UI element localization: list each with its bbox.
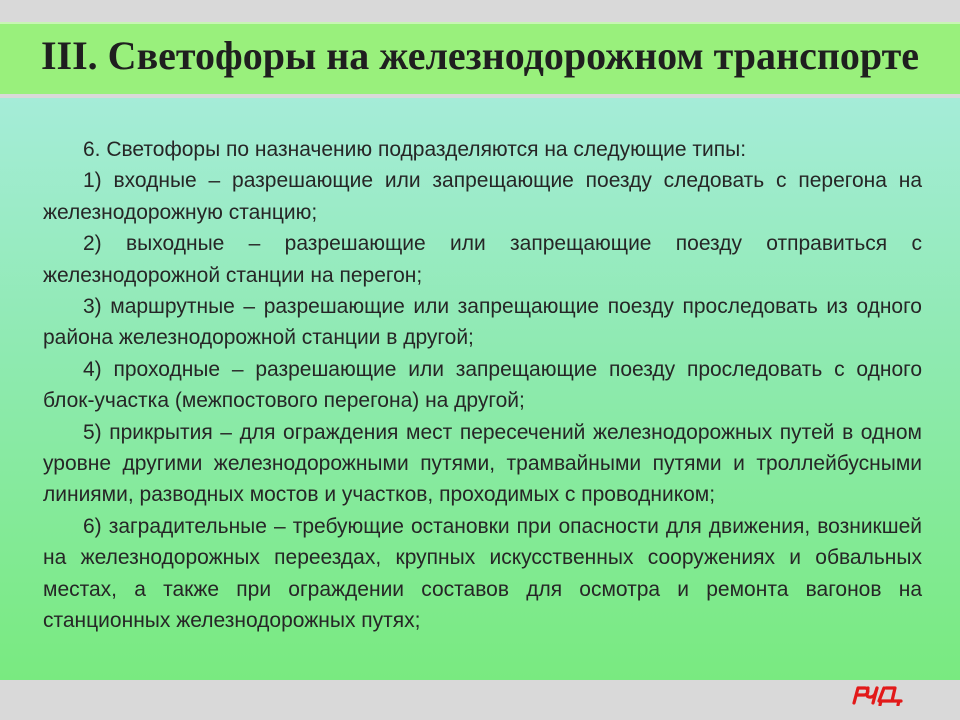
- slide-title: III. Светофоры на железнодорожном транспорте: [40, 33, 920, 78]
- content-area: [0, 98, 960, 680]
- list-item-entry-signals: 1) входные – разрешающие или запрещающие поезду следовать с перегона на железнодорожную станцию;: [43, 169, 922, 224]
- bottom-strip: [0, 680, 960, 720]
- list-item-cover-signals: 5) прикрытия – для ограждения мест пересечений железнодорожных путей в одном уровне другими железнодорожными путями, трамвайными путями и троллейбусными линиями, разводных мостов и участков, проходимых с проводником;: [43, 420, 922, 507]
- text-body: [43, 134, 922, 637]
- list-item-exit-signals: 2) выходные – разрешающие или запрещающие поезду отправиться с железнодорожной станции на перегон;: [43, 232, 922, 287]
- rzd-logo-icon: [850, 684, 904, 706]
- list-item-passing-signals: 4) проходные – разрешающие или запрещающие поезду проследовать с одного блок-участка (межпостового перегона) на другой;: [43, 357, 922, 413]
- title-bar: [0, 22, 960, 94]
- list-item-route-signals: 3) маршрутные – разрешающие или запрещающие поезду проследовать из одного района железнодорожной станции в другой;: [43, 295, 922, 350]
- list-item-barrier-signals: 6) заградительные – требующие остановки при опасности для движения, возникшей на железнодорожных переездах, крупных искусственных сооружениях и обвальных местах, а также при ограждении составов для осмотра и ремонта вагонов на станционных железнодорожных путях;: [43, 514, 922, 633]
- intro-paragraph: 6. Светофоры по назначению подразделяются на следующие типы:: [83, 138, 747, 161]
